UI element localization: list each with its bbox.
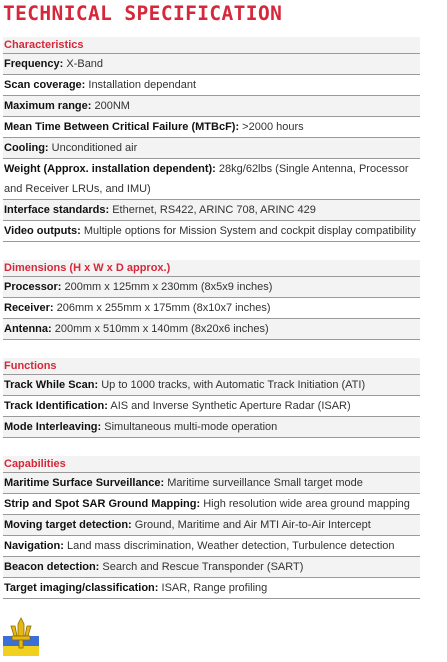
spec-value: ISAR, Range profiling (158, 582, 268, 594)
spec-sheet (3, 0, 420, 617)
spec-label: Mode Interleaving: (4, 421, 102, 433)
spec-value: Search and Rescue Transponder (SART) (99, 561, 304, 573)
spec-label: Antenna: (4, 323, 52, 335)
spec-value: >2000 hours (239, 121, 304, 133)
spec-row (3, 221, 420, 242)
spec-value: X-Band (63, 58, 104, 70)
spec-label: Target imaging/classification: (4, 582, 159, 594)
spec-value: 200mm x 510mm x 140mm (8x20x6 inches) (51, 323, 269, 335)
spec-label: Weight (Approx. installation dependent): (4, 163, 216, 175)
spec-rows (3, 54, 420, 242)
section-title: Dimensions (H x W x D approx.) (3, 260, 420, 277)
spec-row (3, 54, 420, 75)
spec-row (3, 159, 420, 200)
section-title: Characteristics (3, 37, 420, 54)
spec-value: 28kg/62lbs (Single Antenna, Processor and Receiver LRUs, and IMU) (4, 163, 409, 195)
spec-row (3, 536, 420, 557)
spec-sections (3, 37, 420, 599)
section-characteristics (3, 37, 420, 242)
spec-value: Installation dependant (85, 79, 197, 91)
spec-value: Maritime surveillance Small target mode (164, 477, 363, 489)
spec-label: Processor: (4, 281, 62, 293)
spec-value: Multiple options for Mission System and cockpit display compatibility (80, 225, 416, 237)
spec-label: Cooling: (4, 142, 49, 154)
spec-value: AIS and Inverse Synthetic Aperture Radar (ISAR) (107, 400, 351, 412)
spec-label: Frequency: (4, 58, 64, 70)
spec-label: Track Identification: (4, 400, 108, 412)
spec-rows (3, 375, 420, 438)
spec-row (3, 117, 420, 138)
section-title: Functions (3, 358, 420, 375)
spec-label: Moving target detection: (4, 519, 132, 531)
spec-row (3, 396, 420, 417)
spec-label: Navigation: (4, 540, 64, 552)
section-title: Capabilities (3, 456, 420, 473)
spec-row (3, 515, 420, 536)
spec-row (3, 319, 420, 340)
spec-row (3, 200, 420, 221)
spec-row (3, 473, 420, 494)
spec-label: Mean Time Between Critical Failure (MTBcF): (4, 121, 240, 133)
spec-row (3, 298, 420, 319)
spec-row (3, 494, 420, 515)
spec-label: Track While Scan: (4, 379, 99, 391)
spec-label: Receiver: (4, 302, 54, 314)
section-functions (3, 358, 420, 438)
spec-rows (3, 277, 420, 340)
spec-value: 206mm x 255mm x 175mm (8x10x7 inches) (53, 302, 271, 314)
spec-value: Ethernet, RS422, ARINC 708, ARINC 429 (109, 204, 316, 216)
spec-label: Video outputs: (4, 225, 81, 237)
spec-label: Strip and Spot SAR Ground Mapping: (4, 498, 201, 510)
spec-row (3, 375, 420, 396)
spec-row (3, 417, 420, 438)
section-dimensions (3, 260, 420, 340)
spec-row (3, 75, 420, 96)
spec-value: Up to 1000 tracks, with Automatic Track Initiation (ATI) (98, 379, 366, 391)
spec-value: High resolution wide area ground mapping (200, 498, 410, 510)
trident-emblem-icon (2, 614, 40, 658)
spec-label: Beacon detection: (4, 561, 100, 573)
spec-value: Ground, Maritime and Air MTI Air-to-Air Intercept (131, 519, 371, 531)
spec-row (3, 138, 420, 159)
spec-row (3, 557, 420, 578)
spec-rows (3, 473, 420, 599)
spec-value: Unconditioned air (48, 142, 138, 154)
spec-value: Simultaneous multi-mode operation (101, 421, 278, 433)
spec-label: Maximum range: (4, 100, 92, 112)
spec-value: 200mm x 125mm x 230mm (8x5x9 inches) (61, 281, 273, 293)
spec-value: 200NM (91, 100, 130, 112)
spec-label: Maritime Surface Surveillance: (4, 477, 165, 489)
spec-value: Land mass discrimination, Weather detection, Turbulence detection (63, 540, 395, 552)
spec-label: Scan coverage: (4, 79, 86, 91)
spec-row (3, 578, 420, 599)
spec-label: Interface standards: (4, 204, 110, 216)
page-title: TECHNICAL SPECIFICATION (3, 2, 283, 25)
section-capabilities (3, 456, 420, 599)
spec-row (3, 96, 420, 117)
spec-row (3, 277, 420, 298)
